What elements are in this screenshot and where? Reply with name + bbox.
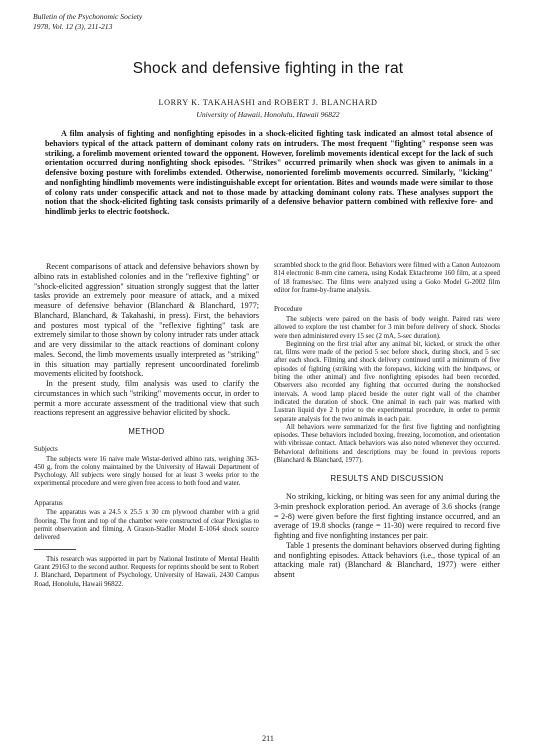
apparatus-heading: Apparatus bbox=[34, 498, 63, 507]
journal-volume: 1978, Vol. 12 (3), 211-213 bbox=[33, 21, 113, 31]
apparatus-text: The apparatus was a 24.5 x 25.5 x 30 cm plywood chamber with a grid flooring. The front and top of the chamber were constructed of clear Plexiglas to permit observation and filming. A Grason-Stadler Model E-1064 shock source delivered bbox=[34, 509, 259, 542]
page-number: 211 bbox=[262, 734, 274, 743]
procedure-paragraph-2: Beginning on the first trial after any animal bit, kicked, or struck the other rat, films were made of the period 5 sec before shock, during shock, and 5 sec after each shock. Filming and shock delivery continued until a minimum of five episodes of fighting (striking with the forepaws, kicking with the hindpaws, or biting the other animal) and five nonfighting episodes had been recorded. Observers also recorded any fighting that occurred during the nonshocked intervals. A wood lamp placed beside the outer right wall of the chamber indicated the duration of shock. One animal in each pair was marked with Lustran liquid dye 2 h prior to the experimental procedure, in order to permit separate analysis for the two animals in each pair. bbox=[274, 340, 500, 423]
left-column bbox=[34, 262, 259, 588]
results-heading: RESULTS AND DISCUSSION bbox=[330, 474, 444, 484]
journal-name: Bulletin of the Psychonomic Society bbox=[33, 12, 143, 21]
results-paragraph-1: No striking, kicking, or biting was seen for any animal during the 3-min preshock exploration period. An average of 3.6 shocks (range = 2-8) were given before the first fighting instance occurred, and an average of 19.8 shocks (range = 11-30) were required to record five fighting and five nonfighting instances per pair. bbox=[274, 492, 500, 541]
abstract: A film analysis of fighting and nonfighting episodes in a shock-elicited fighting task indicated an almost total absence of behaviors typical of the attack pattern of dominant colony rats on intruders. The most frequent "fighting" response seen was striking, a forelimb movement oriented toward the opponent. However, forelimb movements identical except for the lack of such orientation occurred during nonfighting shock episodes. "Strikes" occurred primarily when shock was given to animals in a defensive boxing posture with forelimbs extended. Otherwise, nonoriented forelimb movements occurred. Similarly, "kicking" and nonfighting hindlimb movements were indistinguishable except for orientation. Bites and wounds made were similar to those of colony rats under conspecific attack and not to those made by attacking dominant colony rats. These analyses support the notion that the shock-elicited fighting task consists primarily of a defensive behavior pattern combined with reflexive fore- and hindlimb jerks to electric footshock. bbox=[45, 129, 493, 216]
procedure-paragraph-1: The subjects were paired on the basis of body weight. Paired rats were allowed to explore the test chamber for 3 min before delivery of shock. Shocks were then administered every 15 sec (2 mA, 5-sec duration). bbox=[274, 315, 500, 340]
paper-title: Shock and defensive fighting in the rat bbox=[132, 60, 404, 77]
apparatus-continued: scrambled shock to the grid floor. Behaviors were filmed with a Canon Autozoom 814 electronic 8-mm cine camera, using Kodak Ektachrome 160 film, at a speed of 18 frames/sec. The films were analyzed using a Goko Model G-2002 film editor for frame-by-frame analysis. bbox=[274, 262, 501, 294]
footnote-rule bbox=[34, 549, 76, 550]
results-paragraph-2: Table 1 presents the dominant behaviors observed during fighting and nonfighting episodes. Attack behaviors (i.e., those typical of an attacking male rat) (Blanchard & Blanchard, 1977) were either absent bbox=[274, 540, 500, 580]
footnote: This research was supported in part by National Institute of Mental Health Grant 29163 to the second author. Requests for reprints should be sent to Robert J. Blanchard, Department of Psychology, University of Hawaii, 2430 Campus Road, Honolulu, Hawaii 96822. bbox=[34, 554, 259, 588]
author-affiliation: University of Hawaii, Honolulu, Hawaii 96822 bbox=[196, 110, 340, 119]
paper-authors: LORRY K. TAKAHASHI and ROBERT J. BLANCHARD bbox=[158, 98, 378, 107]
method-heading: METHOD bbox=[128, 427, 165, 436]
procedure-heading: Procedure bbox=[274, 305, 303, 314]
subjects-text: The subjects were 16 naive male Wistar-derived albino rats, weighing 363-450 g, from the colony maintained by the University of Hawaii Department of Psychology. All subjects were singly housed for at least 3 weeks prior to the experimental procedure and were given free access to both food and water. bbox=[34, 455, 259, 488]
intro-paragraph-2: In the present study, film analysis was used to clarify the circumstances in which such "striking" movements occur, in order to permit a more accurate assessment of the traditional view that such reactions represent an aggressive behavior elicited by shock. bbox=[34, 379, 259, 418]
procedure-paragraph-3: All behaviors were summarized for the first five fighting and nonfighting episodes. These behaviors included boxing, freezing, locomotion, and orientation with vibrissae contact. Attack behaviors was also noted whenever they occurred. Behavioral definitions and descriptions may be found in previous reports (Blanchard & Blanchard, 1977). bbox=[274, 423, 500, 464]
journal-header bbox=[33, 12, 142, 31]
subjects-heading: Subjects bbox=[34, 444, 58, 453]
intro-paragraph-1: Recent comparisons of attack and defensive behaviors shown by albino rats in established colonies and in the "reflexive fighting" or "shock-elicited aggression" situation strongly suggest that the latter tasks provide an extremely poor measure of attack, and a mixed measure of defensive behavior (Blanchard & Blanchard, 1977; Blanchard, Blanchard, & Takahashi, in press). First, the behaviors and postures most typical of the "reflexive fighting" task are extremely similar to those shown by colony intruder rats under attack and are very dissimilar to the attack reactions of dominant colony males. Second, the limb movements usually interpreted as "striking" in this situation may partially represent uncoordinated forelimb movements elicited by footshock. bbox=[34, 262, 259, 379]
right-column bbox=[274, 262, 500, 580]
